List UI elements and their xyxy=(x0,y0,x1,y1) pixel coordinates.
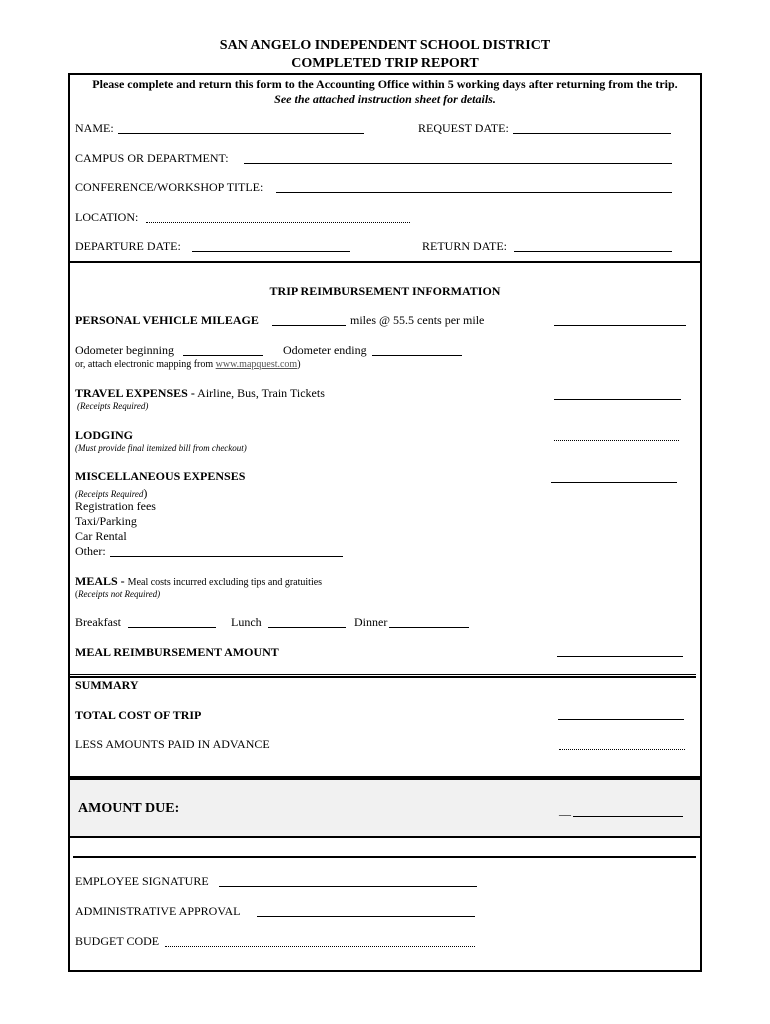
breakfast-field[interactable] xyxy=(128,627,216,628)
meals-note-paren: ( xyxy=(75,589,78,599)
odometer-end-field[interactable] xyxy=(372,355,462,356)
meals-label: MEALS - xyxy=(75,574,125,588)
less-advance-label: LESS AMOUNTS PAID IN ADVANCE xyxy=(75,737,270,751)
odometer-begin-field[interactable] xyxy=(183,355,263,356)
travel-note: (Receipts Required) xyxy=(77,401,149,411)
summary-divider xyxy=(70,676,696,678)
signature-divider xyxy=(73,856,696,858)
lodging-amount-field[interactable] xyxy=(554,440,679,441)
misc-item-car-rental: Car Rental xyxy=(75,529,127,543)
admin-approval-label: ADMINISTRATIVE APPROVAL xyxy=(75,904,241,918)
misc-note-paren: ) xyxy=(143,486,148,500)
meals-note xyxy=(75,589,160,599)
amount-due-prefix: __ xyxy=(559,803,571,817)
lunch-label: Lunch xyxy=(231,615,262,629)
misc-item-taxi: Taxi/Parking xyxy=(75,514,137,528)
mapping-prefix: or, attach electronic mapping from xyxy=(75,359,214,370)
location-field[interactable] xyxy=(146,222,410,223)
summary-heading: SUMMARY xyxy=(75,678,139,692)
amount-due-label: AMOUNT DUE: xyxy=(78,801,180,816)
mileage-label: PERSONAL VEHICLE MILEAGE xyxy=(75,313,259,327)
campus-field[interactable] xyxy=(244,163,672,164)
campus-label: CAMPUS OR DEPARTMENT: xyxy=(75,151,229,165)
name-label: NAME: xyxy=(75,121,114,135)
total-cost-field[interactable] xyxy=(558,719,684,720)
misc-note-text: (Receipts Required xyxy=(75,489,144,499)
lunch-field[interactable] xyxy=(268,627,346,628)
mileage-amount-field[interactable] xyxy=(554,325,686,326)
return-date-label: RETURN DATE: xyxy=(422,239,507,253)
misc-label: MISCELLANEOUS EXPENSES xyxy=(75,469,246,483)
travel-row xyxy=(75,386,325,401)
departure-date-label: DEPARTURE DATE: xyxy=(75,239,181,253)
conference-field[interactable] xyxy=(276,192,672,193)
district-title: SAN ANGELO INDEPENDENT SCHOOL DISTRICT xyxy=(219,38,551,53)
misc-amount-field[interactable] xyxy=(551,482,677,483)
misc-item-other: Other: xyxy=(75,544,106,558)
meal-reimbursement-label: MEAL REIMBURSEMENT AMOUNT xyxy=(75,645,279,659)
meals-row xyxy=(75,574,322,589)
travel-detail: Airline, Bus, Train Tickets xyxy=(197,386,325,400)
instructions-line1: Please complete and return this form to the Accounting Office within 5 working days after returning from the trip. xyxy=(92,77,678,91)
miles-field[interactable] xyxy=(272,325,346,326)
lodging-note: (Must provide final itemized bill from checkout) xyxy=(75,443,247,453)
odometer-end-label: Odometer ending xyxy=(283,343,367,357)
misc-other-field[interactable] xyxy=(110,556,343,557)
misc-item-registration: Registration fees xyxy=(75,499,156,513)
meals-note-text: Receipts not Required) xyxy=(78,589,161,599)
mapping-note xyxy=(75,359,301,370)
travel-label: TRAVEL EXPENSES - xyxy=(75,386,195,400)
conference-label: CONFERENCE/WORKSHOP TITLE: xyxy=(75,180,264,194)
employee-signature-label: EMPLOYEE SIGNATURE xyxy=(75,874,209,888)
name-field[interactable] xyxy=(118,133,364,134)
reimbursement-heading: TRIP REIMBURSEMENT INFORMATION xyxy=(269,284,501,298)
meals-detail: Meal costs incurred excluding tips and gratuities xyxy=(127,577,323,588)
admin-approval-field[interactable] xyxy=(257,916,475,917)
odometer-begin-label: Odometer beginning xyxy=(75,343,174,357)
travel-amount-field[interactable] xyxy=(554,399,681,400)
request-date-field[interactable] xyxy=(513,133,671,134)
return-date-field[interactable] xyxy=(514,251,672,252)
form-title: COMPLETED TRIP REPORT xyxy=(291,56,479,71)
location-label: LOCATION: xyxy=(75,210,139,224)
lodging-label: LODGING xyxy=(75,428,134,442)
request-date-label: REQUEST DATE: xyxy=(418,121,509,135)
reimbursement-section xyxy=(68,261,702,778)
budget-code-field[interactable] xyxy=(165,946,475,947)
summary-divider-top xyxy=(70,674,696,675)
instructions-line2: See the attached instruction sheet for details. xyxy=(274,92,496,106)
meal-reimbursement-field[interactable] xyxy=(557,656,683,657)
mileage-row xyxy=(75,313,259,328)
dinner-field[interactable] xyxy=(389,627,469,628)
less-advance-field[interactable] xyxy=(559,749,685,750)
total-cost-label: TOTAL COST OF TRIP xyxy=(75,708,202,722)
mapquest-link[interactable]: www.mapquest.com xyxy=(215,359,298,370)
mileage-rate: miles @ 55.5 cents per mile xyxy=(350,313,485,327)
mapping-suffix: ) xyxy=(297,359,301,370)
budget-code-label: BUDGET CODE xyxy=(75,934,160,948)
breakfast-label: Breakfast xyxy=(75,615,121,629)
departure-date-field[interactable] xyxy=(192,251,350,252)
employee-signature-field[interactable] xyxy=(219,886,477,887)
dinner-label: Dinner xyxy=(354,615,388,629)
amount-due-field[interactable] xyxy=(573,816,683,817)
